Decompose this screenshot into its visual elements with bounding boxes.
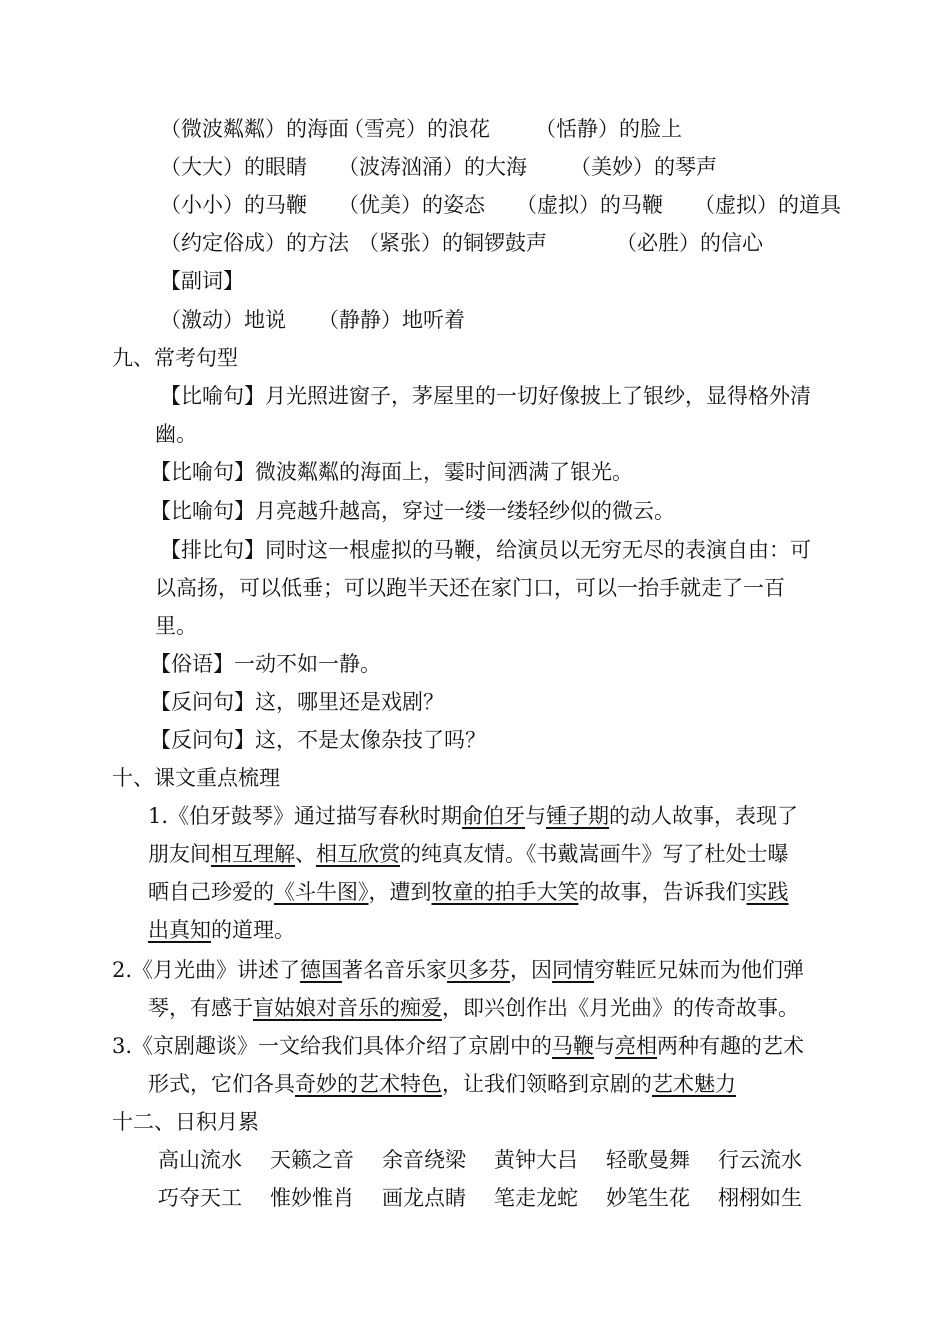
sentence: 以高扬，可以低垂；可以跑半天还在家门口，可以一抬手就走了一百 bbox=[155, 576, 785, 600]
phrase: （恬静）的脸上 bbox=[535, 117, 682, 141]
phrase: （波涛汹涌）的大海 bbox=[338, 155, 527, 179]
text: 的动人故事，表现了 bbox=[609, 804, 799, 828]
idiom: 栩栩如生 bbox=[718, 1186, 802, 1210]
sentence: 【反问句】这，哪里还是戏剧？ bbox=[150, 690, 444, 714]
text: 1.《伯牙鼓琴》通过描写春秋时期 bbox=[148, 804, 463, 828]
phrase: （虚拟）的马鞭 bbox=[516, 193, 663, 217]
key-term: 《斗牛图》 bbox=[274, 880, 369, 904]
idiom: 画龙点睛 bbox=[382, 1186, 466, 1210]
key-term: 艺术魅力 bbox=[652, 1072, 736, 1096]
text: ，即兴创作出《月光曲》的传奇故事。 bbox=[442, 996, 799, 1020]
key-term: 盲姑娘对音乐的痴爱 bbox=[253, 996, 442, 1020]
text: ，遭到 bbox=[368, 880, 432, 904]
adverb-row bbox=[160, 305, 465, 335]
idiom-row-1 bbox=[158, 1145, 802, 1175]
paragraph-line bbox=[112, 1031, 804, 1061]
paragraph-line bbox=[148, 839, 789, 869]
key-term: 锺子期 bbox=[546, 804, 610, 828]
section-heading: 九、常考句型 bbox=[112, 346, 238, 370]
phrase: （虚拟）的道具 bbox=[694, 193, 841, 217]
phrase: （微波粼粼）的海面 bbox=[160, 117, 349, 141]
sentence: 【比喻句】月光照进窗子，茅屋里的一切好像披上了银纱，显得格外清 bbox=[160, 384, 811, 408]
phrase: （大大）的眼睛 bbox=[160, 155, 307, 179]
text: 著名音乐家 bbox=[342, 958, 448, 982]
idiom-row-2 bbox=[158, 1183, 802, 1213]
key-term: 出真知 bbox=[148, 918, 211, 942]
paragraph-line bbox=[148, 801, 798, 831]
paragraph-line bbox=[148, 877, 789, 907]
text: 与 bbox=[525, 804, 547, 828]
text: 琴，有感于 bbox=[148, 996, 253, 1020]
section-heading: 十、课文重点梳理 bbox=[112, 766, 280, 790]
text: 与 bbox=[594, 1034, 616, 1058]
phrase: （美妙）的琴声 bbox=[570, 155, 717, 179]
text: 穷鞋匠兄妹而为他们弹 bbox=[594, 958, 805, 982]
text: 晒自己珍爱的 bbox=[148, 880, 274, 904]
idiom: 妙笔生花 bbox=[606, 1186, 690, 1210]
idiom: 黄钟大吕 bbox=[494, 1148, 578, 1172]
text: 、 bbox=[295, 842, 316, 866]
adverb-label: 【副词】 bbox=[160, 269, 244, 293]
adjective-row-1 bbox=[160, 114, 682, 144]
sentence: 【比喻句】月亮越升越高，穿过一缕一缕轻纱似的微云。 bbox=[150, 499, 675, 523]
adjective-row-3 bbox=[160, 190, 841, 220]
phrase: （必胜）的信心 bbox=[616, 231, 763, 255]
adjective-row-2 bbox=[160, 152, 717, 182]
section-heading: 十二、日积月累 bbox=[112, 1110, 259, 1134]
sentence: 【排比句】同时这一根虚拟的马鞭，给演员以无穷无尽的表演自由：可 bbox=[160, 538, 811, 562]
key-term: 亮相 bbox=[615, 1034, 658, 1058]
key-term: 马鞭 bbox=[552, 1034, 595, 1058]
sentence: 里。 bbox=[155, 614, 197, 638]
phrase: （激动）地说 bbox=[160, 308, 286, 332]
idiom: 行云流水 bbox=[718, 1148, 802, 1172]
phrase: （约定俗成）的方法 bbox=[160, 231, 349, 255]
idiom: 余音绕梁 bbox=[382, 1148, 466, 1172]
key-term: 奇妙的艺术特色 bbox=[295, 1072, 442, 1096]
idiom: 天籁之音 bbox=[270, 1148, 354, 1172]
phrase: （优美）的姿态 bbox=[338, 193, 485, 217]
sentence: 【反问句】这，不是太像杂技了吗？ bbox=[150, 728, 486, 752]
key-term: 贝多芬 bbox=[447, 958, 511, 982]
key-term: 相互理解 bbox=[211, 842, 295, 866]
sentence: 【比喻句】微波粼粼的海面上，霎时间洒满了银光。 bbox=[150, 460, 633, 484]
key-term: 牧童的拍手大笑 bbox=[431, 880, 579, 904]
text: ，因 bbox=[510, 958, 553, 982]
paragraph-line bbox=[148, 1069, 736, 1099]
paragraph-line bbox=[112, 955, 804, 985]
paragraph-line bbox=[148, 993, 799, 1023]
key-term: 实践 bbox=[746, 880, 789, 904]
idiom: 笔走龙蛇 bbox=[494, 1186, 578, 1210]
phrase: （静静）地听着 bbox=[318, 308, 465, 332]
idiom: 巧夺天工 bbox=[158, 1186, 242, 1210]
sentence: 幽。 bbox=[155, 422, 197, 446]
text: 的道理。 bbox=[211, 918, 295, 942]
text: 2.《月光曲》讲述了 bbox=[112, 958, 301, 982]
phrase: （雪亮）的浪花 bbox=[343, 117, 490, 141]
paragraph-line bbox=[148, 915, 295, 945]
idiom: 轻歌曼舞 bbox=[606, 1148, 690, 1172]
idiom: 高山流水 bbox=[158, 1148, 242, 1172]
text: 3.《京剧趣谈》一文给我们具体介绍了京剧中的 bbox=[112, 1034, 553, 1058]
adjective-row-4 bbox=[160, 228, 763, 258]
phrase: （紧张）的铜锣鼓声 bbox=[358, 231, 547, 255]
key-term: 相互欣赏 bbox=[316, 842, 400, 866]
idiom: 惟妙惟肖 bbox=[270, 1186, 354, 1210]
key-term: 德国 bbox=[300, 958, 343, 982]
text: ，让我们领略到京剧的 bbox=[442, 1072, 652, 1096]
text: 形式，它们各具 bbox=[148, 1072, 295, 1096]
text: 的纯真友情。《书戴嵩画牛》写了杜处士曝 bbox=[400, 842, 789, 866]
sentence: 【俗语】一动不如一静。 bbox=[150, 652, 381, 676]
text: 的故事，告诉我们 bbox=[578, 880, 747, 904]
key-term: 同情 bbox=[552, 958, 595, 982]
key-term: 俞伯牙 bbox=[462, 804, 526, 828]
text: 朋友间 bbox=[148, 842, 211, 866]
text: 两种有趣的艺术 bbox=[657, 1034, 805, 1058]
phrase: （小小）的马鞭 bbox=[160, 193, 307, 217]
